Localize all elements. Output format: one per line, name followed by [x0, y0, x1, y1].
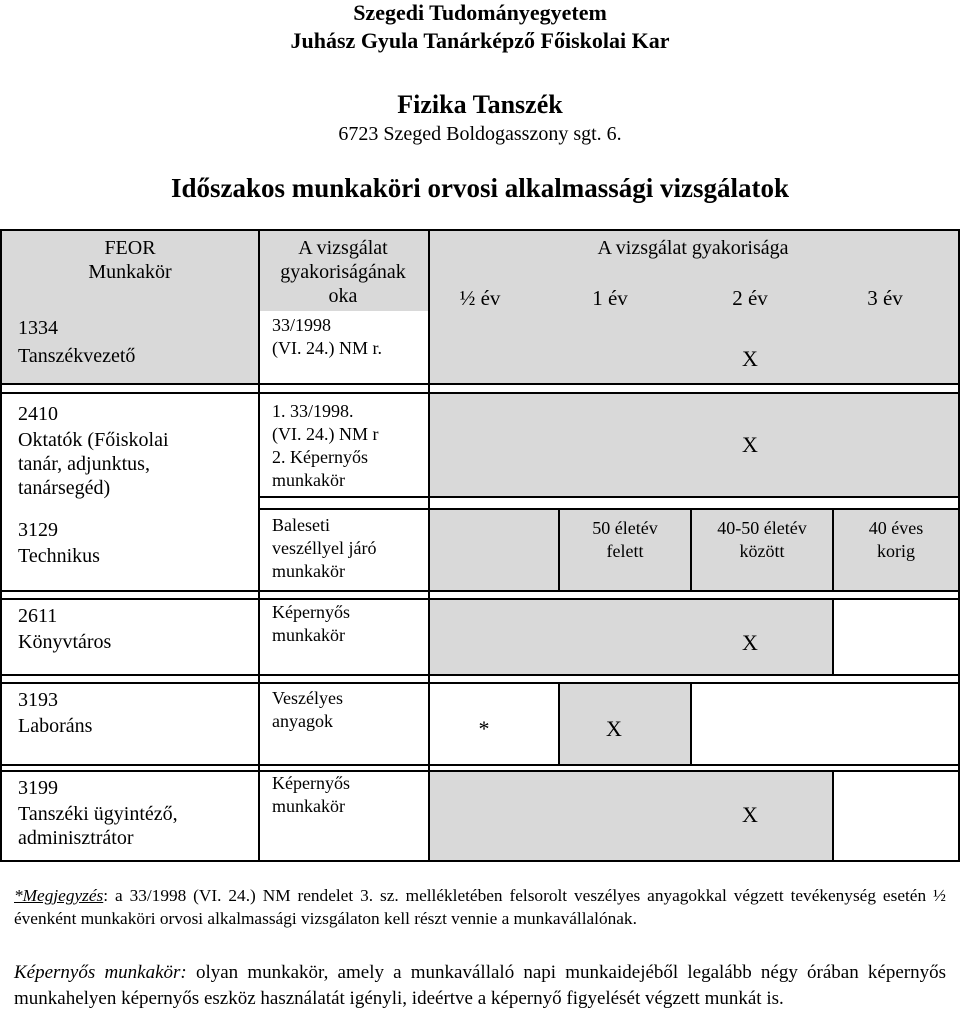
- row3-cell-last: [834, 517, 958, 563]
- gray-r1-cells: [428, 311, 960, 383]
- row3-cell-2yr: [560, 517, 690, 563]
- cell-line: 50 életév: [592, 518, 658, 538]
- job-line: adminisztrátor: [18, 827, 134, 849]
- cell-line: 40-50 életév: [717, 518, 807, 538]
- table-rule: [832, 600, 834, 674]
- header-frequency: A vizsgálat gyakorisága: [597, 237, 789, 259]
- table-rule: [0, 229, 2, 862]
- department-address: 6723 Szeged Boldogasszony sgt. 6.: [338, 123, 622, 145]
- reason-line: munkakör: [272, 470, 345, 490]
- university-name: Szegedi Tudományegyetem: [353, 0, 607, 25]
- header-reason-line: oka: [328, 285, 358, 307]
- table-rule: [0, 598, 960, 600]
- freq-2-year: 2 év: [732, 286, 768, 310]
- gray-r2-cells: [428, 394, 960, 496]
- row6-mark: X: [742, 802, 758, 827]
- reason-line: Képernyős: [272, 773, 350, 793]
- footnote-megjegyzes: [14, 884, 946, 930]
- table-rule: [0, 770, 960, 772]
- department-name: Fizika Tanszék: [397, 90, 563, 119]
- header-feor-line: Munkakör: [88, 261, 172, 283]
- row2-code: 2410: [18, 403, 58, 425]
- reason-line: munkakör: [272, 796, 345, 816]
- table-rule: [0, 860, 960, 862]
- row1-code: 1334: [18, 317, 58, 339]
- table-rule: [0, 674, 960, 676]
- row2-mark: X: [742, 432, 758, 457]
- table-rule: [0, 682, 960, 684]
- row4-reason: [272, 601, 350, 647]
- header-reason-line: A vizsgálat: [298, 237, 388, 259]
- table-rule: [690, 684, 692, 764]
- row3-reason: [272, 514, 376, 583]
- row5-reason: [272, 687, 343, 733]
- reason-line: veszéllyel járó: [272, 538, 377, 558]
- table-rule: [0, 229, 960, 231]
- row1-reason: [272, 314, 382, 360]
- table-rule: [428, 229, 430, 862]
- row4-mark: X: [742, 630, 758, 655]
- footnote-kepernyos: [14, 960, 946, 1012]
- header-feor: [30, 236, 230, 284]
- row1-mark: X: [742, 346, 758, 371]
- row5-mark: X: [606, 716, 622, 741]
- row5-job: Laboráns: [18, 715, 93, 737]
- footnote2-label: Képernyős munkakör:: [14, 962, 187, 983]
- row6-job: [18, 802, 178, 850]
- footnote-text: : a 33/1998 (VI. 24.) NM rendelet 3. sz. mellékletében felsorolt veszélyes anyagokkal végzett tevékenység esetén ½ évenként munkaköri orvosi alkalmassági vizsgálaton kell részt vennie a munkavállalónak.: [14, 886, 946, 928]
- job-line: Tanszéki ügyintéző,: [18, 803, 178, 825]
- table-rule: [832, 772, 834, 860]
- row4-code: 2611: [18, 605, 58, 627]
- row5-star: *: [478, 716, 490, 741]
- reason-line: (VI. 24.) NM r.: [272, 338, 382, 358]
- table-rule: [258, 508, 960, 510]
- freq-half-year: ½ év: [459, 286, 501, 310]
- reason-line: munkakör: [272, 625, 345, 645]
- footnote-label: *Megjegyzés: [14, 886, 104, 905]
- reason-line: munkakör: [272, 561, 345, 581]
- cell-line: felett: [606, 541, 644, 561]
- cell-line: 40 éves: [868, 518, 924, 538]
- faculty-name: Juhász Gyula Tanárképző Főiskolai Kar: [290, 28, 670, 53]
- table-rule: [0, 392, 960, 394]
- job-line: tanár, adjunktus,: [18, 453, 150, 475]
- row3-cell-3yr: [692, 517, 832, 563]
- cell-line: között: [739, 541, 785, 561]
- header-reason: [260, 236, 426, 308]
- reason-line: Képernyős: [272, 602, 350, 622]
- row3-job: Technikus: [18, 545, 100, 567]
- header-reason-line: gyakoriságának: [280, 261, 406, 283]
- row5-code: 3193: [18, 689, 58, 711]
- reason-line: Veszélyes: [272, 688, 343, 708]
- row2-job: [18, 428, 169, 500]
- row1-job: Tanszékvezető: [18, 345, 136, 367]
- row3-code: 3129: [18, 519, 58, 541]
- reason-line: 1. 33/1998.: [272, 401, 354, 421]
- row4-job: Könyvtáros: [18, 631, 112, 653]
- reason-line: (VI. 24.) NM r: [272, 424, 379, 444]
- job-line: tanársegéd): [18, 477, 111, 499]
- job-line: Oktatók (Főiskolai: [18, 429, 169, 451]
- reason-line: Baleseti: [272, 515, 330, 535]
- table-rule: [0, 590, 960, 592]
- cell-line: korig: [877, 541, 915, 561]
- table-rule: [258, 229, 260, 862]
- header-feor-line: FEOR: [104, 237, 156, 259]
- footnote2-text: olyan munkakör, amely a munkavállaló napi munkaidejéből legalább négy órában képernyős munkahelyen képernyős eszköz használatát igényli, ideértve a képernyő figyelését végzett munkát is.: [14, 962, 946, 1009]
- reason-line: 2. Képernyős: [272, 447, 368, 467]
- table-rule: [258, 496, 960, 498]
- freq-3-year: 3 év: [867, 286, 903, 310]
- row2-reason: [272, 400, 378, 492]
- table-rule: [0, 383, 960, 385]
- table-rule: [558, 684, 560, 764]
- row6-code: 3199: [18, 777, 58, 799]
- freq-1-year: 1 év: [592, 286, 628, 310]
- page-title: Időszakos munkaköri orvosi alkalmassági vizsgálatok: [170, 173, 790, 203]
- table-rule: [0, 764, 960, 766]
- reason-line: 33/1998: [272, 315, 332, 335]
- reason-line: anyagok: [272, 711, 333, 731]
- row6-reason: [272, 772, 350, 818]
